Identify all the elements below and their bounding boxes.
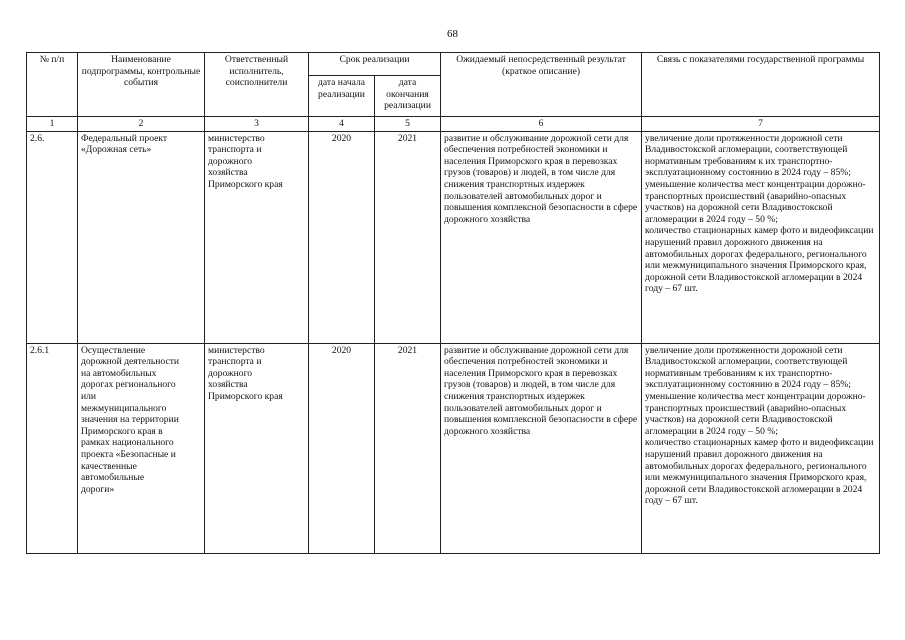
row-link: увеличение доли протяженности дорожной сети Владивостокской агломерации, соответствующей нормативным требованиям к их транспортно-эксплуатационному состоянию в 2024 году – 85%; уменьшение количества мест концентрации дорожно-транспортных происшествий (аварийно-опасных участков) на дорожной сети Владивостокской агломерации в 2024 году – 50 %; количество стационарных камер фото и видеофиксации нарушений правил дорожного движения на автомобильных дорогах федерального, регионального или межмуниципального значения Приморского края, дорожной сети Владивостокской агломерации в 2024 году – 67 шт. — [642, 343, 880, 553]
row-name: Осуществление дорожной деятельности на автомобильных дорогах регионального или межмуниципального значения на территории Приморского края в рамках национального проекта «Безопасные и качественные автомобильные дороги» — [78, 343, 205, 553]
column-number: 3 — [205, 117, 309, 132]
row-number: 2.6. — [27, 131, 78, 343]
page-number: 68 — [447, 28, 458, 40]
row-name: Федеральный проект «Дорожная сеть» — [78, 131, 205, 343]
column-number: 2 — [78, 117, 205, 132]
header-col-name: Наименование подпрограммы, контрольные события — [78, 53, 205, 117]
row-number: 2.6.1 — [27, 343, 78, 553]
column-number: 7 — [642, 117, 880, 132]
column-number: 5 — [375, 117, 441, 132]
header-col-result: Ожидаемый непосредственный результат (краткое описание) — [441, 53, 642, 117]
row-result: развитие и обслуживание дорожной сети для обеспечения потребностей экономики и населения Приморского края в перевозках грузов (товаров) и людей, в том числе для снижения транспортных издержек пользователей автомобильных дорог и повышения комплексной безопасности в сфере дорожного хозяйства — [441, 343, 642, 553]
row-end-year: 2021 — [375, 343, 441, 553]
header-col-term: Срок реализации — [309, 53, 441, 76]
table-row — [27, 131, 880, 343]
row-executor: министерство транспорта и дорожного хозяйства Приморского края — [205, 343, 309, 553]
row-start-year: 2020 — [309, 343, 375, 553]
header-col-end: дата окончания реализации — [375, 76, 441, 117]
program-table — [26, 52, 880, 554]
table-row — [27, 343, 880, 553]
header-col-start: дата начала реализации — [309, 76, 375, 117]
row-link: увеличение доли протяженности дорожной сети Владивостокской агломерации, соответствующей нормативным требованиям к их транспортно-эксплуатационному состоянию в 2024 году – 85%; уменьшение количества мест концентрации дорожно-транспортных происшествий (аварийно-опасных участков) на дорожной сети Владивостокской агломерации в 2024 году – 50 %; количество стационарных камер фото и видеофиксации нарушений правил дорожного движения на автомобильных дорогах федерального, регионального или межмуниципального значения Приморского края, дорожной сети Владивостокской агломерации в 2024 году – 67 шт. — [642, 131, 880, 343]
header-col-link: Связь с показателями государственной программы — [642, 53, 880, 117]
column-number: 4 — [309, 117, 375, 132]
row-executor: министерство транспорта и дорожного хозяйства Приморского края — [205, 131, 309, 343]
header-col-number: № п/п — [27, 53, 78, 117]
column-number: 6 — [441, 117, 642, 132]
column-numbers-row — [27, 117, 880, 132]
row-start-year: 2020 — [309, 131, 375, 343]
row-result: развитие и обслуживание дорожной сети для обеспечения потребностей экономики и населения Приморского края в перевозках грузов (товаров) и людей, в том числе для снижения транспортных издержек пользователей автомобильных дорог и повышения комплексной безопасности в сфере дорожного хозяйства — [441, 131, 642, 343]
header-col-executor: Ответственный исполнитель, соисполнители — [205, 53, 309, 117]
column-number: 1 — [27, 117, 78, 132]
header-row — [27, 53, 880, 76]
row-end-year: 2021 — [375, 131, 441, 343]
